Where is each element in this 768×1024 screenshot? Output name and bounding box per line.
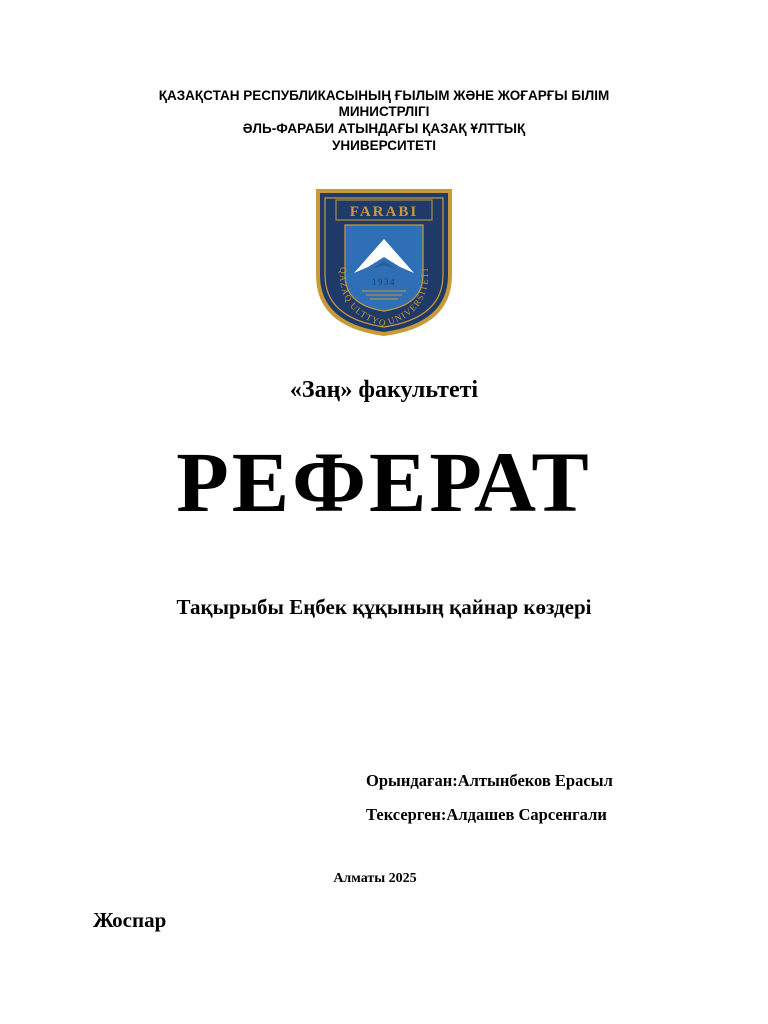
ministry-line-1: ҚАЗАҚСТАН РЕСПУБЛИКАСЫНЫҢ ҒЫЛЫМ ЖӘНЕ ЖОҒАРҒЫ БІЛІМ <box>158 88 610 103</box>
university-line-2: УНИВЕРСИТЕТІ <box>332 138 436 153</box>
topic-line: Тақырыбы Еңбек құқының қайнар көздері <box>176 595 592 619</box>
plan-heading: Жоспар <box>93 908 167 932</box>
ministry-line-2: МИНИСТРЛІГІ <box>338 104 430 119</box>
city-year: Алматы 2025 <box>333 871 417 886</box>
university-logo <box>314 187 454 337</box>
logo-name-text: FARABI <box>349 204 419 220</box>
logo-year-text: 1934 <box>372 277 396 287</box>
university-line-1: ӘЛЬ-ФАРАБИ АТЫНДАҒЫ ҚАЗАҚ ҰЛТТЫҚ <box>242 121 526 136</box>
checked-by: Тексерген:Алдашев Сарсенгали <box>366 805 607 824</box>
logo-ring-text: QAZAQ ULTTYQ UNIVERSITETI <box>337 267 431 329</box>
performed-by: Орындаған:Алтынбеков Ерасыл <box>366 771 613 790</box>
farabi-shield-icon <box>314 187 454 337</box>
faculty-name: «Заң» факультеті <box>289 377 479 403</box>
document-title: РЕФЕРАТ <box>176 434 592 530</box>
